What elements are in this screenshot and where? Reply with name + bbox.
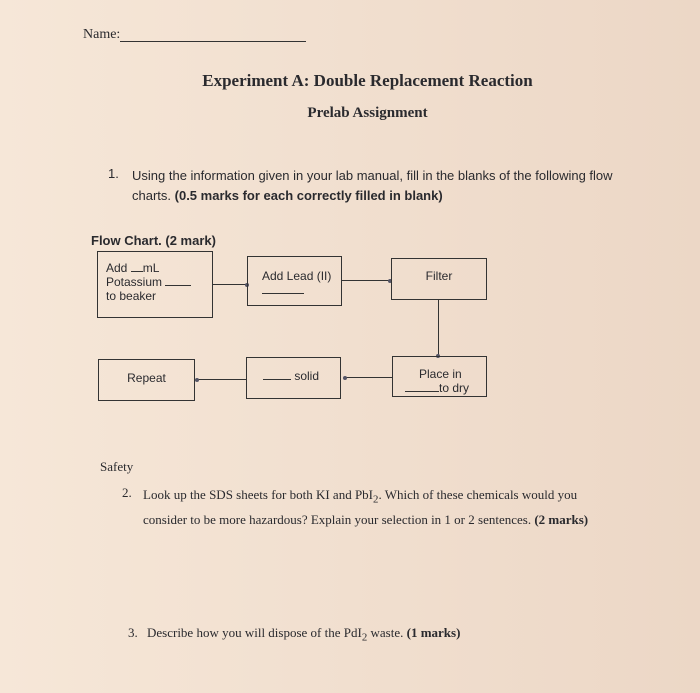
question-3-body-b: waste. bbox=[367, 625, 404, 640]
box2-compound-blank[interactable] bbox=[262, 293, 304, 294]
connector-2-3 bbox=[342, 280, 390, 281]
question-3-number: 3. bbox=[128, 625, 138, 640]
question-1-marks: (0.5 marks for each correctly filled in blank) bbox=[174, 188, 443, 203]
connector-4-5 bbox=[345, 377, 392, 378]
box5-action-blank[interactable] bbox=[263, 379, 291, 380]
flow-box-filter bbox=[391, 258, 487, 300]
box1-to-beaker: to beaker bbox=[106, 289, 157, 303]
name-label: Name: bbox=[83, 27, 121, 42]
flow-box-add-lead bbox=[247, 256, 342, 306]
question-2-body-a: Look up the SDS sheets for both KI and PbI bbox=[143, 487, 374, 502]
box1-potassium: Potassium bbox=[106, 275, 163, 289]
question-1-number: 1. bbox=[108, 166, 119, 181]
box2-add-lead: Add Lead (II) bbox=[262, 269, 332, 283]
question-3-subscript: 2 bbox=[361, 631, 368, 644]
question-1-text bbox=[132, 166, 632, 206]
flow-box-solid bbox=[246, 357, 341, 399]
document-title: Experiment A: Double Replacement Reaction bbox=[202, 71, 533, 90]
document-subtitle: Prelab Assignment bbox=[307, 105, 428, 121]
question-2-body-b: . Which of these chemicals would you consider to be more hazardous? Explain your selection in 1 or 2 sentences. bbox=[143, 487, 578, 527]
box6-repeat: Repeat bbox=[127, 371, 166, 385]
flow-box-place-to-dry bbox=[392, 356, 487, 397]
box5-solid: solid bbox=[294, 369, 320, 383]
flow-box-add-potassium bbox=[97, 251, 213, 318]
box1-volume-blank[interactable] bbox=[131, 271, 143, 272]
question-2-number: 2. bbox=[122, 485, 132, 500]
question-3-marks: (1 marks) bbox=[406, 625, 461, 640]
safety-heading: Safety bbox=[100, 459, 134, 474]
connector-1-2 bbox=[213, 284, 247, 285]
question-2-subscript: 2 bbox=[373, 493, 379, 506]
box3-filter: Filter bbox=[425, 269, 453, 283]
question-2-text bbox=[143, 485, 623, 529]
question-2-marks: (2 marks) bbox=[534, 511, 589, 527]
flow-chart-title: Flow Chart. (2 mark) bbox=[91, 233, 216, 248]
box1-add: Add bbox=[106, 261, 128, 275]
box4-to-dry: to dry bbox=[439, 381, 470, 395]
connector-5-6 bbox=[197, 379, 246, 380]
box4-place-in: Place in bbox=[419, 367, 462, 381]
box1-compound-blank[interactable] bbox=[165, 285, 191, 286]
name-blank-line[interactable] bbox=[120, 41, 306, 42]
question-1-body: Using the information given in your lab manual, fill in the blanks of the following flow charts. bbox=[132, 168, 613, 203]
connector-3-4 bbox=[438, 300, 439, 356]
question-3-body-a: Describe how you will dispose of the PdI bbox=[147, 625, 362, 640]
arrow-head-icon bbox=[195, 378, 199, 382]
arrow-head-icon bbox=[343, 376, 347, 380]
box1-ml: mL bbox=[142, 261, 160, 275]
question-3-text bbox=[147, 625, 460, 644]
flow-box-repeat bbox=[98, 359, 195, 401]
box4-location-blank[interactable] bbox=[405, 391, 439, 392]
